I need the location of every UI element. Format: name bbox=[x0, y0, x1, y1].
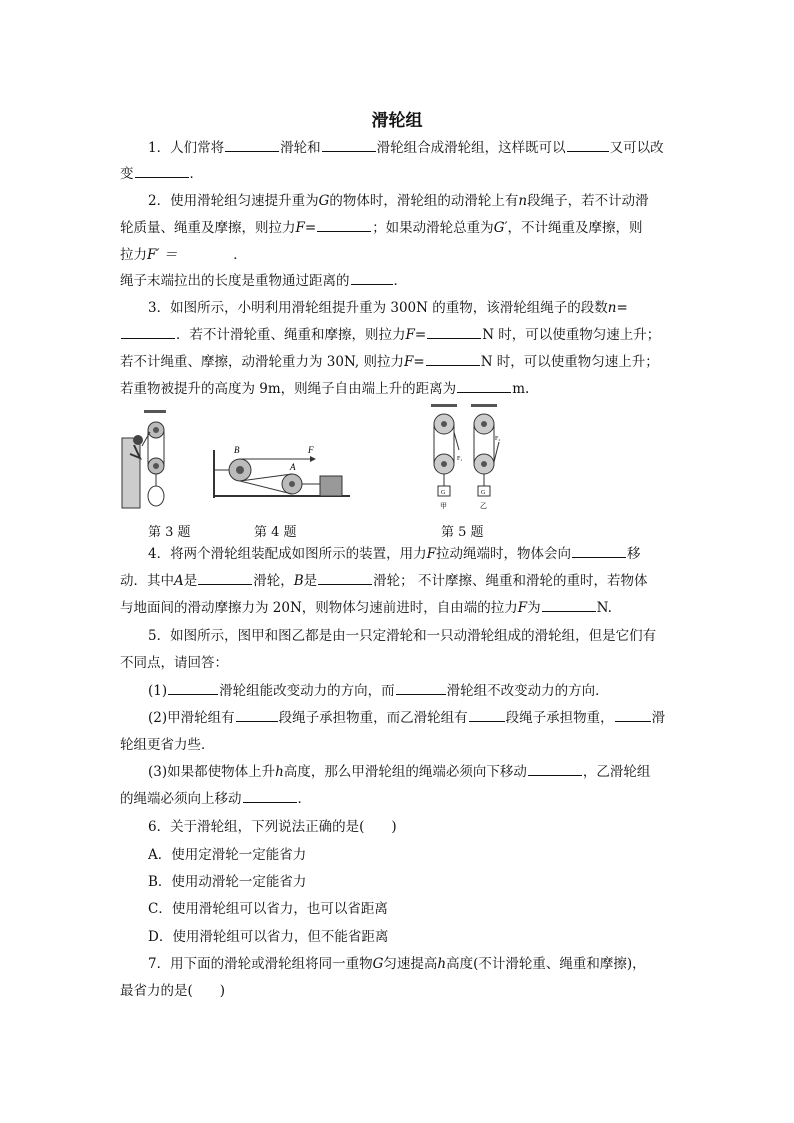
var-h: h bbox=[437, 956, 447, 972]
text: ；如果动滑轮总重为 bbox=[372, 220, 494, 236]
text: (2)甲滑轮组有 bbox=[148, 710, 235, 726]
figure-4-pulley-diagram bbox=[210, 440, 350, 500]
text: (1) bbox=[148, 683, 168, 699]
var-f: F bbox=[517, 600, 528, 616]
pulley-axle bbox=[481, 461, 487, 467]
question-5-line-1 bbox=[148, 626, 680, 646]
question-4-line-1 bbox=[148, 544, 680, 564]
text: ，不计绳重及摩擦，则 bbox=[507, 220, 643, 236]
answer-blank[interactable] bbox=[243, 789, 297, 803]
var-n: n bbox=[518, 193, 528, 209]
text: 滑轮； 不计摩擦、绳重和滑轮的重时，若物体 bbox=[373, 573, 648, 589]
question-6-stem: 6．关于滑轮组，下列说法正确的是( ) bbox=[148, 819, 397, 835]
page-title: 滑轮组 bbox=[371, 111, 423, 131]
label-b: B bbox=[234, 445, 240, 455]
var-f: F bbox=[426, 546, 436, 562]
rope-free-end bbox=[494, 442, 499, 462]
text: 绳子末端拉出的长度是重物通过距离的 bbox=[120, 273, 350, 289]
text: 若重物被提升的高度为 9m，则绳子自由端上升的距离为 bbox=[120, 381, 457, 397]
question-5-part-2 bbox=[148, 708, 680, 728]
text: 5．如图所示，图甲和图乙都是由一只定滑轮和一只动滑轮组成的滑轮组，但是它们有 bbox=[148, 628, 657, 644]
force-arrow bbox=[310, 456, 316, 462]
pulley-axle bbox=[289, 481, 295, 487]
answer-blank[interactable] bbox=[469, 708, 505, 722]
question-3-line-1 bbox=[148, 298, 680, 318]
text: 段绳子承担物重， bbox=[505, 710, 614, 726]
text: = bbox=[414, 327, 427, 343]
var-f-prime: F′ ＝ bbox=[147, 247, 178, 263]
question-2-line-2 bbox=[120, 218, 680, 238]
question-1-line-2 bbox=[120, 164, 680, 184]
text: 2．使用滑轮组匀速提升重为 bbox=[148, 193, 319, 209]
option-b[interactable]: B．使用动滑轮一定能省力 bbox=[148, 874, 307, 890]
answer-blank[interactable] bbox=[135, 164, 189, 178]
text: 滑轮和 bbox=[280, 140, 321, 156]
pulley-axle bbox=[441, 421, 447, 427]
answer-blank[interactable] bbox=[121, 325, 175, 339]
label-f1: F₁ bbox=[457, 456, 463, 462]
label-g-left: G bbox=[441, 490, 446, 496]
answer-blank[interactable] bbox=[198, 571, 252, 585]
question-2-line-3 bbox=[120, 245, 680, 265]
label-jia: 甲 bbox=[440, 502, 447, 510]
option-c[interactable]: C．使用滑轮组可以省力，也可以省距离 bbox=[148, 901, 388, 917]
block bbox=[320, 476, 342, 496]
caption-figure-4: 第 4 题 bbox=[254, 525, 297, 540]
text: ，乙滑轮组 bbox=[582, 764, 651, 780]
question-5-part-3 bbox=[148, 762, 680, 782]
text: 移 bbox=[626, 546, 641, 562]
var-h: h bbox=[275, 764, 284, 780]
text: (3)如果都使物体上升 bbox=[148, 764, 276, 780]
answer-blank[interactable] bbox=[396, 681, 446, 695]
text: 匀速提高 bbox=[383, 956, 438, 972]
answer-blank[interactable] bbox=[426, 352, 480, 366]
text: 滑 bbox=[651, 710, 666, 726]
answer-blank[interactable] bbox=[236, 708, 278, 722]
text: ．若不计滑轮重、绳重和摩擦，则拉力 bbox=[176, 327, 406, 343]
text: 与地面间的滑动摩擦力为 20N，则物体匀速前进时，自由端的拉力 bbox=[120, 600, 518, 616]
question-5-part-1 bbox=[148, 681, 680, 701]
question-2-line-1 bbox=[148, 191, 680, 211]
text: 又可以改 bbox=[609, 140, 664, 156]
text: 滑轮组合成滑轮组，这样既可以 bbox=[376, 140, 566, 156]
option-d[interactable]: D．使用滑轮组可以省力，但不能省距离 bbox=[148, 929, 389, 945]
text: 为 bbox=[527, 600, 541, 616]
answer-blank[interactable] bbox=[572, 544, 626, 558]
question-2-line-4 bbox=[120, 271, 680, 291]
text: = bbox=[413, 354, 425, 370]
option-a[interactable]: A．使用定滑轮一定能省力 bbox=[148, 847, 307, 863]
weight bbox=[148, 486, 164, 506]
figure-3-pulley-diagram bbox=[120, 410, 170, 510]
question-3-line-3 bbox=[120, 352, 680, 372]
text: 的绳端必须向上移动 bbox=[120, 791, 242, 807]
rope-free-end bbox=[454, 432, 459, 450]
text: N 时，可以使重物匀速上升； bbox=[482, 327, 661, 343]
pulley-axle bbox=[236, 466, 244, 474]
answer-blank[interactable] bbox=[351, 271, 393, 285]
pulley-axle bbox=[153, 427, 159, 433]
question-3-line-4 bbox=[120, 379, 680, 399]
pulley-axle bbox=[441, 461, 447, 467]
question-5-line-2 bbox=[120, 653, 680, 673]
text: 4．将两个滑轮组装配成如图所示的装置，用力 bbox=[148, 546, 427, 562]
rope bbox=[142, 432, 150, 446]
text: 不同点，请回答： bbox=[120, 655, 228, 671]
answer-blank[interactable] bbox=[168, 681, 218, 695]
text: 高度，那么甲滑轮组的绳端必须向下移动 bbox=[283, 764, 527, 780]
question-5-part-2-cont bbox=[120, 735, 680, 755]
text: ． bbox=[233, 247, 247, 263]
answer-blank[interactable] bbox=[528, 762, 582, 776]
text: 1．人们常将 bbox=[148, 140, 225, 156]
answer-blank[interactable] bbox=[318, 571, 372, 585]
text: 是 bbox=[303, 573, 318, 589]
text: ． bbox=[297, 791, 311, 807]
text: 动．其中 bbox=[120, 573, 174, 589]
caption-figure-5: 第 5 题 bbox=[441, 525, 484, 540]
var-g: G bbox=[318, 193, 330, 209]
question-3-line-2 bbox=[120, 325, 680, 345]
text: 高度(不计滑轮重、绳重和摩擦)， bbox=[446, 956, 646, 972]
var-b: B bbox=[293, 573, 304, 589]
text: m. bbox=[512, 381, 530, 397]
question-4-line-2 bbox=[120, 571, 680, 591]
text: 滑轮组能改变动力的方向，而 bbox=[219, 683, 395, 699]
ceiling-left bbox=[431, 404, 457, 407]
text: 轮组更省力些． bbox=[120, 737, 215, 753]
answer-blank[interactable] bbox=[457, 379, 511, 393]
label-g-right: G bbox=[481, 490, 486, 496]
text: 段绳子承担物重，而乙滑轮组有 bbox=[278, 710, 468, 726]
var-g: G bbox=[372, 956, 384, 972]
text: 若不计绳重、摩擦，动滑轮重力为 30N, 则拉力 bbox=[120, 354, 405, 370]
ceiling-bar bbox=[144, 410, 166, 413]
text: N. bbox=[596, 600, 612, 616]
text: N 时，可以使重物匀速上升； bbox=[480, 354, 659, 370]
text: 的物体时，滑轮组的动滑轮上有 bbox=[329, 193, 519, 209]
answer-blank[interactable] bbox=[542, 598, 596, 612]
label-f2: F₂ bbox=[495, 436, 501, 442]
label-f: F bbox=[308, 445, 314, 455]
label-a: A bbox=[290, 462, 296, 472]
figure-5-pulley-diagram bbox=[425, 402, 505, 512]
answer-blank[interactable] bbox=[322, 138, 376, 152]
text: = bbox=[616, 300, 628, 316]
wall bbox=[122, 438, 140, 508]
question-7-line-1 bbox=[148, 954, 680, 974]
text: 7．用下面的滑轮或滑轮组将同一重物 bbox=[148, 956, 373, 972]
text: 3．如图所示，小明利用滑轮组提升重为 300N 的重物，该滑轮组绳子的段数 bbox=[148, 300, 608, 316]
text: 是 bbox=[183, 573, 198, 589]
text: 轮质量、绳重及摩擦，则拉力 bbox=[120, 220, 296, 236]
text: 滑轮组不改变动力的方向． bbox=[446, 683, 609, 699]
question-7-line-2: 最省力的是( ) bbox=[120, 983, 226, 999]
text: 变 bbox=[120, 166, 134, 182]
answer-blank[interactable] bbox=[225, 138, 279, 152]
text: 拉力 bbox=[120, 247, 147, 263]
var-f: F bbox=[405, 327, 415, 343]
question-4-line-3 bbox=[120, 598, 680, 618]
text: 滑轮， bbox=[253, 573, 294, 589]
var-f: F bbox=[404, 354, 414, 370]
caption-figure-3: 第 3 题 bbox=[148, 525, 191, 540]
var-f: F bbox=[295, 220, 305, 236]
text: 拉动绳端时，物体会向 bbox=[435, 546, 571, 562]
answer-blank[interactable] bbox=[427, 325, 481, 339]
label-yi: 乙 bbox=[480, 502, 487, 510]
text: ． bbox=[393, 273, 407, 289]
var-g-prime: G′ bbox=[493, 220, 508, 236]
pulley-axle bbox=[481, 421, 487, 427]
answer-blank[interactable] bbox=[615, 708, 651, 722]
pulley-axle bbox=[153, 463, 159, 469]
person-head bbox=[133, 435, 143, 445]
ceiling-right bbox=[471, 404, 497, 407]
text: 段绳子，若不计动滑 bbox=[527, 193, 649, 209]
var-n: n bbox=[607, 300, 617, 316]
question-1-line-1 bbox=[148, 138, 680, 158]
answer-blank[interactable] bbox=[317, 218, 371, 232]
text: = bbox=[304, 220, 317, 236]
question-5-part-3-cont bbox=[120, 789, 680, 809]
text: ． bbox=[189, 166, 203, 182]
var-a: A bbox=[174, 573, 184, 589]
answer-blank[interactable] bbox=[567, 138, 609, 152]
